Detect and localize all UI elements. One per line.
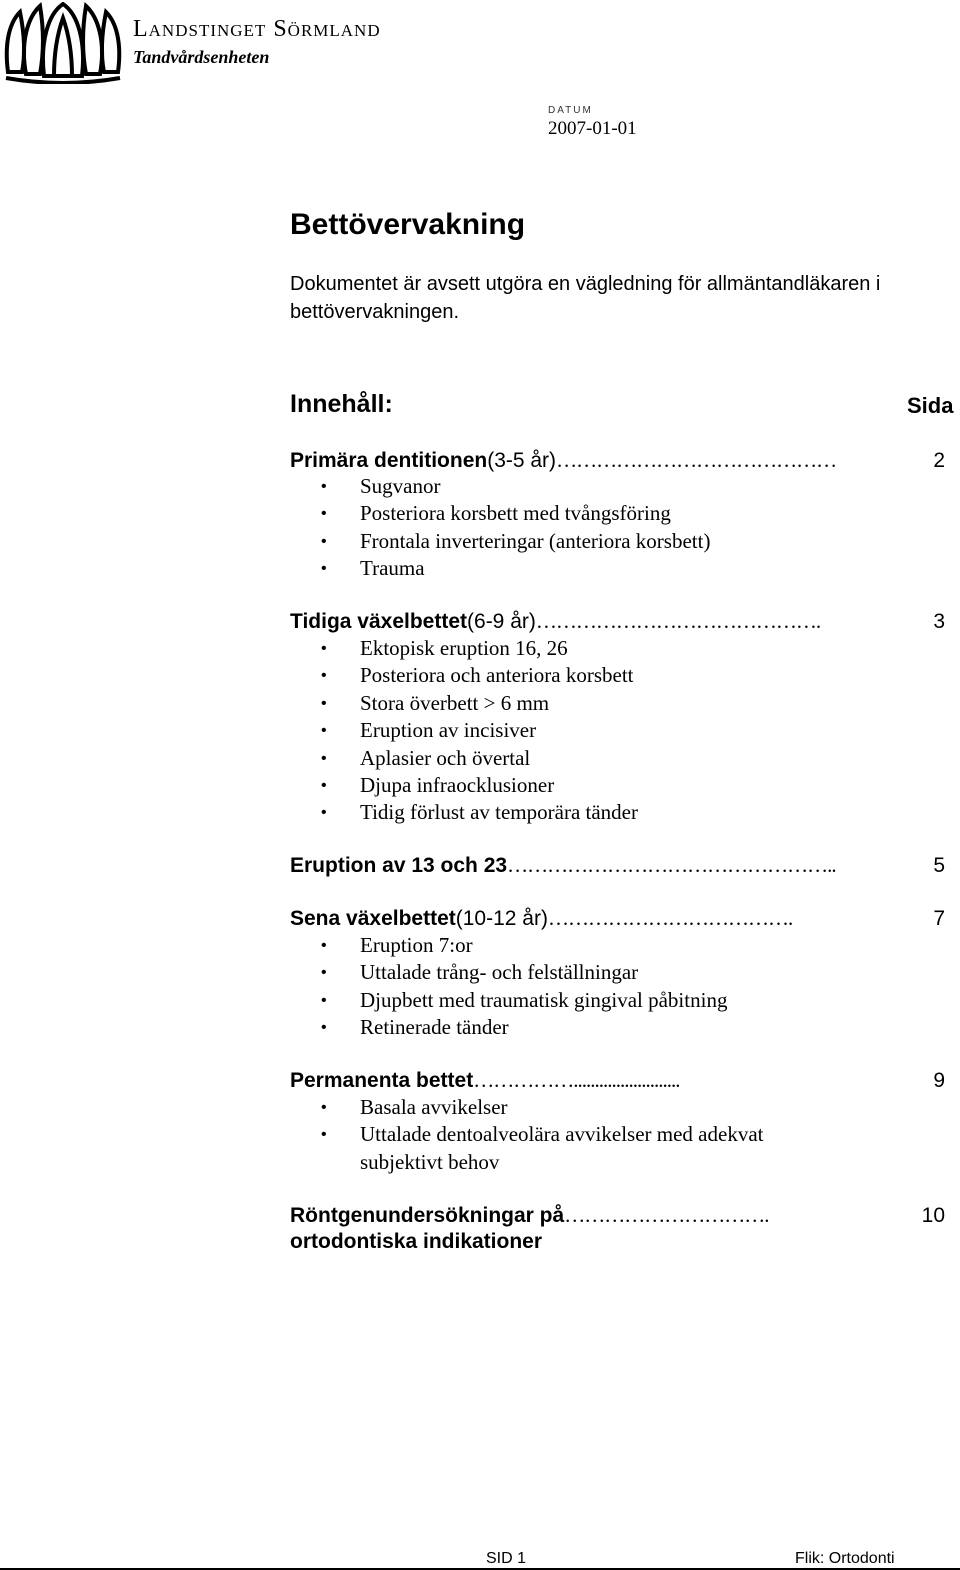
section-page-number: 3 [933, 610, 945, 633]
list-item: • Basala avvikelser [320, 1094, 840, 1121]
list-item: • Retinerade tänder [320, 1014, 727, 1041]
section-page-number: 9 [933, 1069, 945, 1092]
section-age-range: (3-5 år) [487, 449, 557, 472]
toc-section-late-mixed-dentition[interactable] [290, 904, 945, 933]
dot-leader: ……………………………………. [535, 609, 821, 633]
section-title: Tidiga växelbettet [290, 610, 468, 633]
toc-section-permanent-dentition[interactable] [290, 1066, 945, 1095]
section-title: Eruption av 13 och 23 [290, 854, 508, 877]
section-item-list [320, 1094, 840, 1176]
list-item: • Aplasier och övertal [320, 745, 638, 772]
section-item-list [320, 932, 727, 1042]
dot-leader: …………………………………… [556, 448, 837, 472]
list-item: • Uttalade dentoalveolära avvikelser med adekvat subjektivt behov [320, 1121, 840, 1176]
list-item: • Sugvanor [320, 473, 710, 500]
list-item: • Trauma [320, 555, 710, 582]
list-item: • Stora överbett > 6 mm [320, 690, 638, 717]
dot-leader: ……………......................... [473, 1068, 680, 1092]
list-item: • Eruption 7:or [320, 932, 727, 959]
section-page-number: 5 [933, 854, 945, 877]
list-item: • Posteriora korsbett med tvångsföring [320, 500, 710, 527]
list-item: • Posteriora och anteriora korsbett [320, 662, 638, 689]
toc-page-column-label: Sida [907, 393, 954, 418]
list-item: • Frontala inverteringar (anteriora korsbett) [320, 528, 710, 555]
section-title: Permanenta bettet [290, 1069, 474, 1092]
section-title: Röntgenundersökningar på [290, 1204, 565, 1227]
section-title: Sena växelbettet [290, 907, 456, 930]
date-label: DATUM [548, 105, 593, 116]
toc-section-eruption-13-23[interactable] [290, 851, 945, 880]
toc-section-early-mixed-dentition[interactable] [290, 607, 945, 636]
toc-section-primary-dentition[interactable] [290, 446, 945, 475]
list-item: • Tidig förlust av temporära tänder [320, 799, 638, 826]
footer-tab-label: Flik: Ortodonti [795, 1550, 895, 1567]
organization-name: Landstinget Sörmland [133, 16, 381, 42]
section-item-list [320, 635, 638, 827]
section-title: Primära dentitionen [290, 449, 488, 472]
crown-tulip-logo-icon [2, 2, 124, 84]
list-item: • Djupa infraocklusioner [320, 772, 638, 799]
intro-paragraph: Dokumentet är avsett utgöra en vägledning för allmäntandläkaren i bettövervakningen. [290, 273, 881, 323]
dot-leader: ………………………………. [547, 906, 793, 930]
section-title-continuation: ortodontiska indikationer [290, 1230, 543, 1253]
section-item-list [320, 473, 710, 583]
section-page-number: 7 [933, 907, 945, 930]
footer-page-number: SID 1 [486, 1550, 527, 1567]
section-age-range: (6-9 år) [467, 610, 536, 633]
document-title: Bettövervakning [290, 208, 526, 241]
list-item: • Djupbett med traumatisk gingival påbitning [320, 987, 727, 1014]
list-item: • Uttalade trång- och felställningar [320, 959, 727, 986]
dot-leader: ………………………………………….. [507, 853, 836, 877]
section-age-range: (10-12 år) [455, 907, 548, 930]
section-page-number: 10 [921, 1204, 945, 1227]
organization-unit: Tandvårdsenheten [133, 47, 270, 67]
date-value: 2007-01-01 [548, 118, 637, 139]
toc-section-radiography[interactable] [290, 1201, 945, 1230]
section-page-number: 2 [933, 449, 945, 472]
list-item: • Eruption av incisiver [320, 717, 638, 744]
list-item: • Ektopisk eruption 16, 26 [320, 635, 638, 662]
dot-leader: …………………………. [564, 1203, 769, 1227]
toc-heading: Innehåll: [290, 390, 393, 418]
